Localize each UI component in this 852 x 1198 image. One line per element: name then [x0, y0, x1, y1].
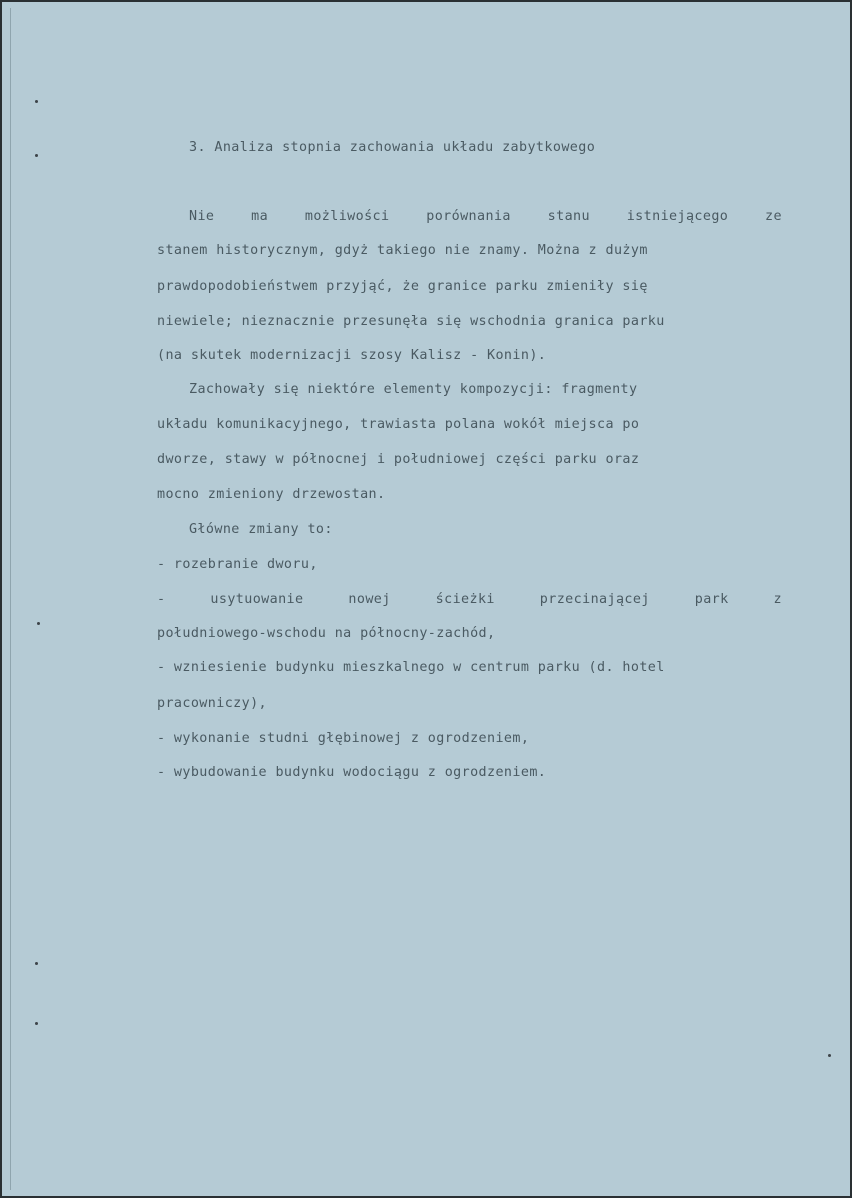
- change-item-5: - wybudowanie budynku wodociągu z ogrodzeniem.: [157, 765, 547, 780]
- para2-line4: mocno zmieniony drzewostan.: [157, 487, 386, 502]
- change-item-4: - wykonanie studni głębinowej z ogrodzeniem,: [157, 731, 530, 746]
- para1-line4: niewiele; nieznacznie przesunęła się wschodnia granica parku: [157, 314, 665, 329]
- scan-speck: [35, 962, 38, 965]
- para2-line2: układu komunikacyjnego, trawiasta polana wokół miejsca po: [157, 417, 640, 432]
- scan-speck: [35, 1022, 38, 1025]
- word: ma: [251, 209, 269, 224]
- word: możliwości: [304, 209, 390, 224]
- change-item-2: [157, 592, 782, 608]
- word: Nie: [189, 209, 215, 224]
- scan-speck: [35, 154, 38, 157]
- change-item-3-line2: pracowniczy),: [157, 696, 268, 711]
- section-heading: 3. Analiza stopnia zachowania układu zabytkowego: [189, 140, 596, 155]
- word: porównania: [426, 209, 511, 224]
- scan-speck: [35, 100, 38, 103]
- para2-line1: Zachowały się niektóre elementy kompozycji: fragmenty: [189, 382, 638, 397]
- word: przecinającej: [539, 592, 650, 607]
- para2-line3: dworze, stawy w północnej i południowej części parku oraz: [157, 452, 640, 467]
- changes-intro: Główne zmiany to:: [189, 522, 333, 537]
- change-item-1: - rozebranie dworu,: [157, 557, 318, 572]
- word: istniejącego: [626, 209, 729, 224]
- change-item-2-cont: południowego-wschodu na północny-zachód,: [157, 626, 496, 641]
- scan-speck: [37, 622, 40, 625]
- word: park: [694, 592, 729, 607]
- change-item-3-line1: - wzniesienie budynku mieszkalnego w centrum parku (d. hotel: [157, 660, 665, 675]
- para1-line1: [189, 209, 782, 225]
- word: ścieżki: [435, 592, 495, 607]
- para1-line2: stanem historycznym, gdyż takiego nie znamy. Można z dużym: [157, 243, 648, 258]
- word: nowej: [348, 592, 391, 607]
- word: usytuowanie: [210, 592, 304, 607]
- word: ze: [765, 209, 782, 224]
- word: z: [773, 592, 782, 607]
- para1-line3: prawdopodobieństwem przyjąć, że granice parku zmieniły się: [157, 279, 648, 294]
- word: stanu: [547, 209, 590, 224]
- scan-speck: [828, 1054, 831, 1057]
- para1-line5: (na skutek modernizacji szosy Kalisz - Konin).: [157, 348, 547, 363]
- word: -: [157, 592, 166, 607]
